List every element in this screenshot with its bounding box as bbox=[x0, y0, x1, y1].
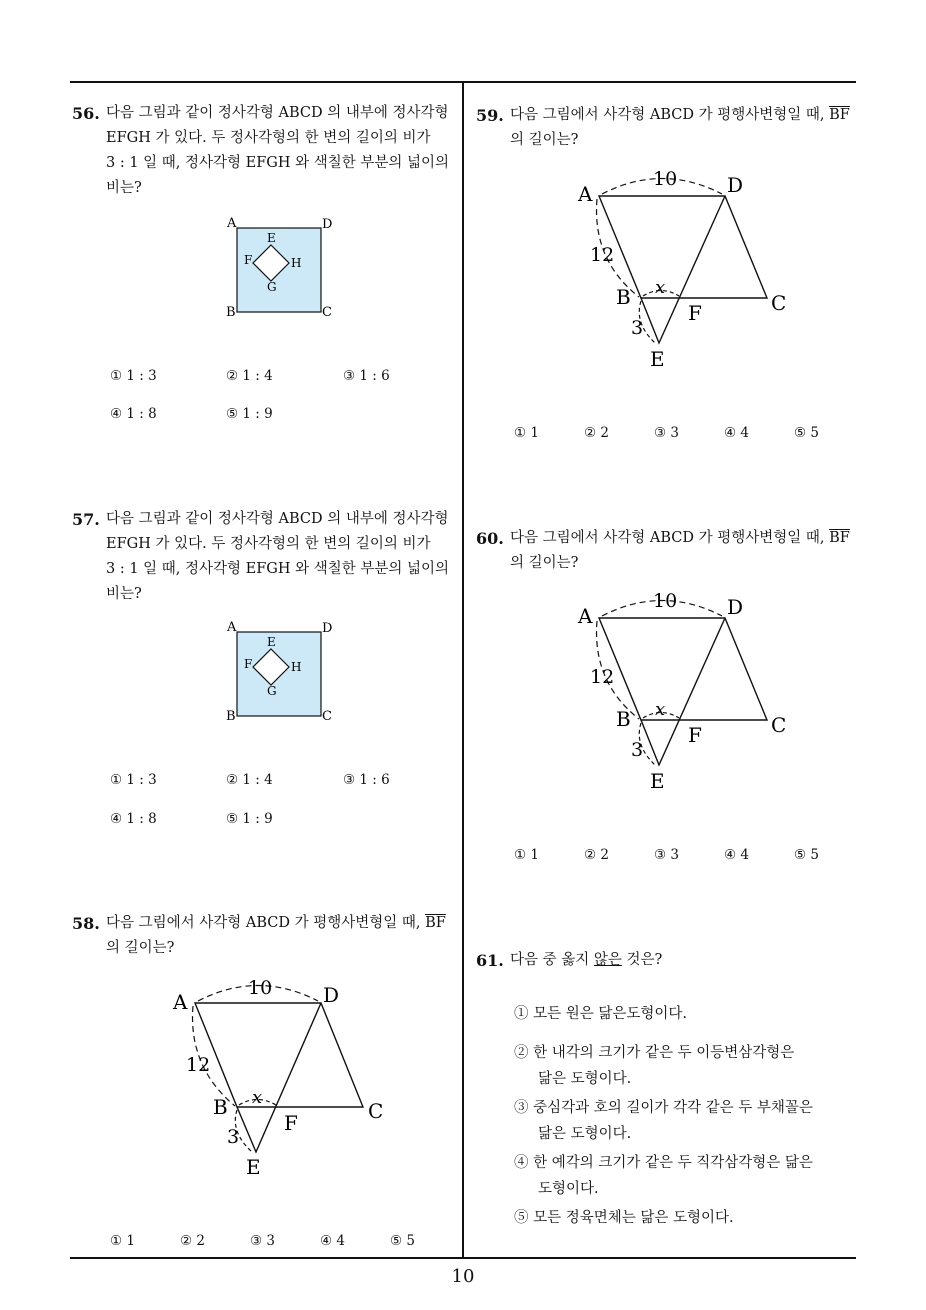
label-d: D bbox=[323, 983, 340, 1007]
choice-57-4[interactable]: ④ 1 : 8 bbox=[110, 811, 157, 827]
length-ad: 10 bbox=[653, 590, 678, 612]
length-be: 3 bbox=[631, 317, 644, 339]
length-ad: 10 bbox=[653, 168, 678, 190]
bottom-rule bbox=[70, 1257, 856, 1259]
problem-text-main: 다음 그림에서 사각형 ABCD 가 평행사변형일 때, bbox=[510, 530, 830, 546]
label-c: C bbox=[771, 713, 787, 737]
problem-text-main: 다음 그림에서 사각형 ABCD 가 평행사변형일 때, bbox=[510, 107, 830, 123]
problem-number: 57. bbox=[72, 510, 100, 529]
label-f: F bbox=[688, 301, 702, 325]
option-61-2-cont: 닮은 도형이다. bbox=[538, 1071, 632, 1087]
label-h: H bbox=[291, 256, 302, 270]
label-g: G bbox=[267, 280, 277, 294]
choice-56-3[interactable]: ③ 1 : 6 bbox=[343, 368, 390, 384]
problem-text-line: EFGH 가 있다. 두 정사각형의 한 변의 길이의 비가 bbox=[106, 536, 431, 552]
choice-57-5[interactable]: ⑤ 1 : 9 bbox=[226, 811, 273, 827]
segment-bf: $\overline{BF}$ bbox=[425, 915, 446, 931]
choice-57-2[interactable]: ② 1 : 4 bbox=[226, 772, 273, 788]
problem-text bbox=[106, 507, 449, 607]
problem-text-line bbox=[510, 526, 850, 551]
figure-square-56 bbox=[222, 210, 342, 325]
choice-56-1[interactable]: ① 1 : 3 bbox=[110, 368, 157, 384]
choice-60-5[interactable]: ⑤ 5 bbox=[794, 847, 819, 863]
choice-59-4[interactable]: ④ 4 bbox=[724, 425, 749, 441]
figure-parallelogram-58 bbox=[168, 972, 398, 1182]
label-c: C bbox=[322, 305, 332, 320]
problem-text-line: 의 길이는? bbox=[510, 555, 579, 571]
problem-text-line bbox=[510, 103, 850, 128]
choice-59-1[interactable]: ① 1 bbox=[514, 425, 539, 441]
option-61-4[interactable]: ④ 한 예각의 크기가 같은 두 직각삼각형은 닮은 bbox=[514, 1155, 813, 1171]
problem-text-line: 의 길이는? bbox=[510, 132, 579, 148]
label-a: A bbox=[227, 216, 237, 231]
problem-number: 61. bbox=[476, 951, 504, 970]
label-h: H bbox=[291, 660, 302, 674]
label-c: C bbox=[322, 709, 332, 724]
problem-text-line: 다음 그림과 같이 정사각형 ABCD 의 내부에 정사각형 bbox=[106, 511, 449, 527]
triangle-edges bbox=[237, 1003, 321, 1152]
problem-text bbox=[510, 526, 850, 576]
choice-59-5[interactable]: ⑤ 5 bbox=[794, 425, 819, 441]
length-ab: 12 bbox=[590, 244, 615, 266]
label-d: D bbox=[727, 595, 744, 619]
choice-58-4[interactable]: ④ 4 bbox=[320, 1233, 345, 1249]
label-a: A bbox=[578, 604, 593, 628]
choice-56-5[interactable]: ⑤ 1 : 9 bbox=[226, 406, 273, 422]
choice-59-3[interactable]: ③ 3 bbox=[654, 425, 679, 441]
triangle-edges bbox=[641, 618, 725, 765]
label-b: B bbox=[616, 707, 631, 731]
problem-text-end: 것은? bbox=[621, 952, 663, 968]
choice-58-5[interactable]: ⑤ 5 bbox=[390, 1233, 415, 1249]
choice-58-2[interactable]: ② 2 bbox=[180, 1233, 205, 1249]
length-be: 3 bbox=[631, 739, 644, 761]
problem-text-line: 3 : 1 일 때, 정사각형 EFGH 와 색칠한 부분의 넓이의 bbox=[106, 561, 450, 577]
option-61-3[interactable]: ③ 중심각과 호의 길이가 각각 같은 두 부채꼴은 bbox=[514, 1100, 813, 1116]
segment-bf: $\overline{BF}$ bbox=[829, 530, 850, 546]
problem-text bbox=[510, 103, 850, 153]
figure-parallelogram-60 bbox=[572, 587, 802, 797]
option-61-3-cont: 닮은 도형이다. bbox=[538, 1126, 632, 1142]
label-b: B bbox=[213, 1095, 228, 1119]
option-61-2[interactable]: ② 한 내각의 크기가 같은 두 이등변삼각형은 bbox=[514, 1045, 795, 1061]
label-e: E bbox=[650, 347, 665, 371]
problem-text bbox=[510, 948, 662, 973]
problem-text-line bbox=[510, 948, 662, 973]
label-b: B bbox=[226, 709, 236, 724]
choice-58-1[interactable]: ① 1 bbox=[110, 1233, 135, 1249]
label-f: F bbox=[244, 657, 253, 671]
choice-60-3[interactable]: ③ 3 bbox=[654, 847, 679, 863]
length-ab: 12 bbox=[186, 1054, 211, 1076]
underlined-word: 않은 bbox=[593, 952, 622, 968]
label-e: E bbox=[267, 635, 276, 649]
label-e: E bbox=[246, 1155, 261, 1179]
length-ab: 12 bbox=[590, 666, 615, 688]
label-b: B bbox=[226, 305, 236, 320]
problem-text bbox=[106, 911, 446, 961]
label-f: F bbox=[688, 723, 702, 747]
problem-number: 60. bbox=[476, 529, 504, 548]
problem-number: 59. bbox=[476, 106, 504, 125]
problem-text-main: 다음 중 옳지 bbox=[510, 952, 594, 968]
page-number: 10 bbox=[451, 1266, 475, 1287]
option-61-1[interactable]: ① 모든 원은 닮은도형이다. bbox=[514, 1006, 688, 1022]
problem-text bbox=[106, 101, 449, 201]
problem-text-line: 의 길이는? bbox=[106, 940, 175, 956]
problem-number: 56. bbox=[72, 104, 100, 123]
choice-59-2[interactable]: ② 2 bbox=[584, 425, 609, 441]
label-d: D bbox=[322, 621, 333, 636]
label-d: D bbox=[322, 217, 333, 232]
label-d: D bbox=[727, 173, 744, 197]
option-61-5[interactable]: ⑤ 모든 정육면체는 닮은 도형이다. bbox=[514, 1210, 734, 1226]
choice-60-1[interactable]: ① 1 bbox=[514, 847, 539, 863]
length-bf: x bbox=[252, 1087, 263, 1108]
problem-number: 58. bbox=[72, 914, 100, 933]
length-ad: 10 bbox=[248, 977, 273, 999]
figure-parallelogram-59 bbox=[572, 165, 802, 375]
label-e: E bbox=[267, 231, 276, 245]
problem-text-main: 다음 그림에서 사각형 ABCD 가 평행사변형일 때, bbox=[106, 915, 426, 931]
choice-56-2[interactable]: ② 1 : 4 bbox=[226, 368, 273, 384]
label-a: A bbox=[578, 182, 593, 206]
label-f: F bbox=[284, 1111, 298, 1135]
option-61-4-cont: 도형이다. bbox=[538, 1181, 599, 1197]
problem-text-line: 비는? bbox=[106, 586, 142, 602]
figure-square-57 bbox=[222, 614, 342, 729]
length-bf: x bbox=[655, 699, 666, 720]
problem-text-line: 비는? bbox=[106, 180, 142, 196]
label-a: A bbox=[227, 620, 237, 635]
label-e: E bbox=[650, 769, 665, 793]
choice-56-4[interactable]: ④ 1 : 8 bbox=[110, 406, 157, 422]
segment-bf: $\overline{BF}$ bbox=[829, 107, 850, 123]
length-be: 3 bbox=[227, 1126, 240, 1148]
label-a: A bbox=[173, 990, 188, 1014]
triangle-edges bbox=[641, 196, 725, 343]
label-g: G bbox=[267, 684, 277, 698]
problem-text-line: EFGH 가 있다. 두 정사각형의 한 변의 길이의 비가 bbox=[106, 130, 431, 146]
choice-57-1[interactable]: ① 1 : 3 bbox=[110, 772, 157, 788]
label-b: B bbox=[616, 285, 631, 309]
column-divider bbox=[462, 82, 464, 1258]
problem-text-line: 다음 그림과 같이 정사각형 ABCD 의 내부에 정사각형 bbox=[106, 105, 449, 121]
label-c: C bbox=[771, 291, 787, 315]
label-f: F bbox=[244, 253, 253, 267]
length-bf: x bbox=[655, 277, 666, 298]
label-c: C bbox=[368, 1099, 384, 1123]
choice-60-4[interactable]: ④ 4 bbox=[724, 847, 749, 863]
choice-57-3[interactable]: ③ 1 : 6 bbox=[343, 772, 390, 788]
problem-text-line bbox=[106, 911, 446, 936]
problem-text-line: 3 : 1 일 때, 정사각형 EFGH 와 색칠한 부분의 넓이의 bbox=[106, 155, 450, 171]
choice-60-2[interactable]: ② 2 bbox=[584, 847, 609, 863]
choice-58-3[interactable]: ③ 3 bbox=[250, 1233, 275, 1249]
